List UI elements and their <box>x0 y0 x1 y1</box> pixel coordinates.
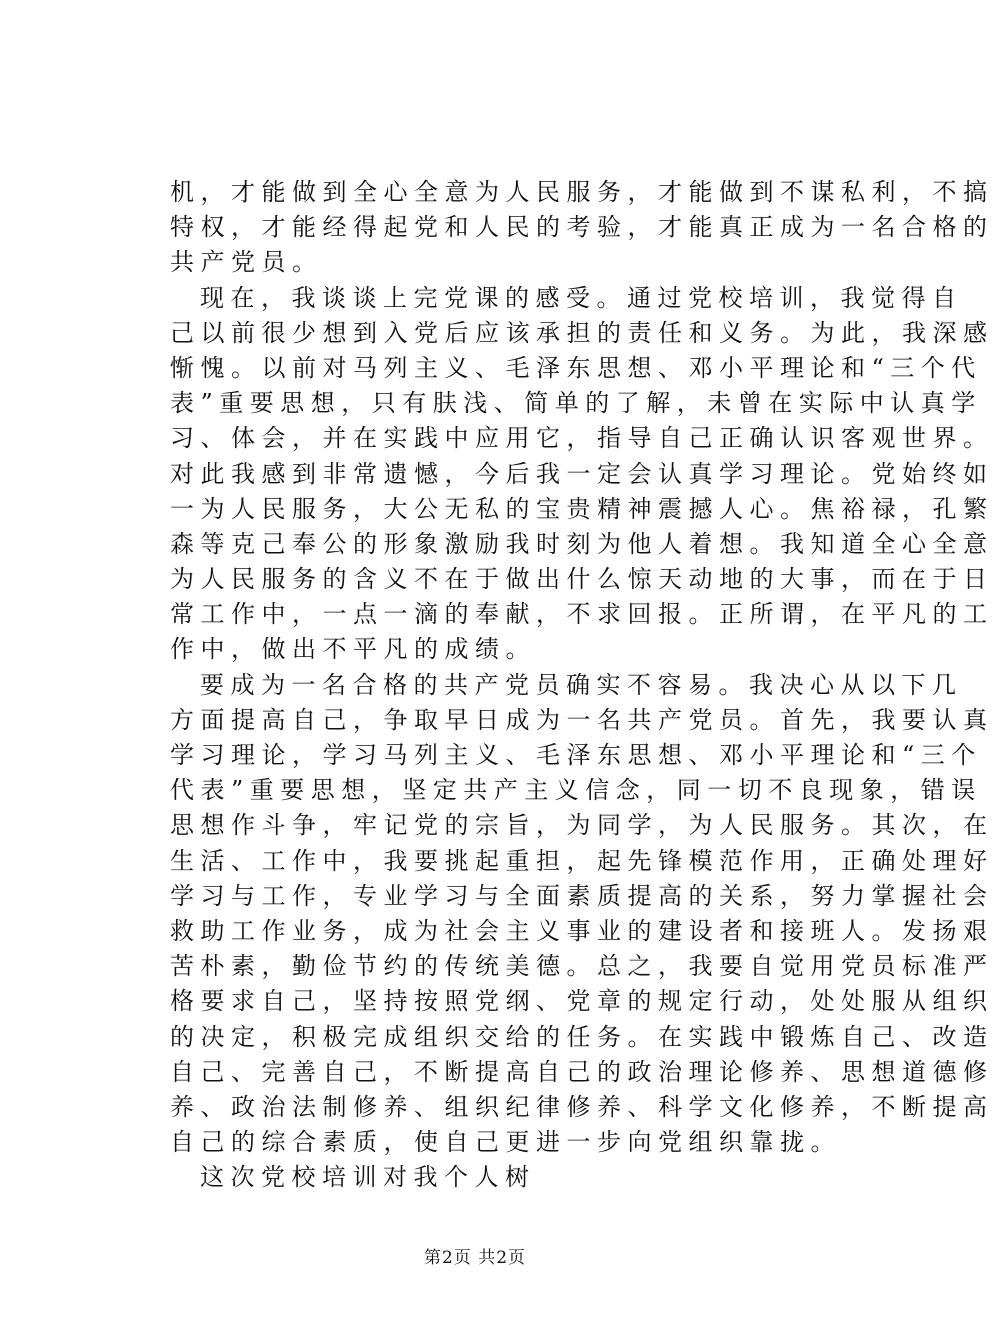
text-line: 现在，我谈谈上完党课的感受。通过党校培训，我觉得自 <box>200 283 963 312</box>
text-line: 常工作中，一点一滴的奉献，不求回报。正所谓，在平凡的工 <box>170 600 994 629</box>
text-line: 己以前很少想到入党后应该承担的责任和义务。为此，我深感 <box>170 318 994 347</box>
text-line: 学习与工作，专业学习与全面素质提高的关系，努力掌握社会 <box>170 881 994 910</box>
text-line: 生活、工作中，我要挑起重担，起先锋模范作用，正确处理好 <box>170 846 994 875</box>
text-line: 思想作斗争，牢记党的宗旨，为同学，为人民服务。其次，在 <box>170 811 994 840</box>
text-line: 表”重要思想，只有肤浅、简单的了解，未曾在实际中认真学 <box>170 389 982 418</box>
text-line: 自己、完善自己，不断提高自己的政治理论修养、思想道德修 <box>170 1057 994 1086</box>
page-footer: 第2页 共2页 <box>423 1248 527 1268</box>
text-line: 共产党员。 <box>170 248 323 277</box>
text-line: 代表”重要思想，坚定共产主义信念，同一切不良现象，错误 <box>170 776 982 805</box>
text-line: 对此我感到非常遗憾，今后我一定会认真学习理论。党始终如 <box>170 459 994 488</box>
document-body <box>170 175 994 1195</box>
text-line: 自己的综合素质，使自己更进一步向党组织靠拢。 <box>170 1128 841 1157</box>
text-line: 惭愧。以前对马列主义、毛泽东思想、邓小平理论和“三个代 <box>170 353 982 382</box>
text-line: 一为人民服务，大公无私的宝贵精神震撼人心。焦裕禄，孔繁 <box>170 494 994 523</box>
text-line: 要成为一名合格的共产党员确实不容易。我决心从以下几 <box>200 670 963 699</box>
text-line: 为人民服务的含义不在于做出什么惊天动地的大事，而在于日 <box>170 565 994 594</box>
text-line: 作中，做出不平凡的成绩。 <box>170 635 536 664</box>
text-line: 机，才能做到全心全意为人民服务，才能做到不谋私利，不搞 <box>170 178 994 206</box>
text-line: 的决定，积极完成组织交给的任务。在实践中锻炼自己、改造 <box>170 1022 994 1051</box>
text-line: 方面提高自己，争取早日成为一名共产党员。首先，我要认真 <box>170 705 994 734</box>
text-line: 这次党校培训对我个人树 <box>200 1163 536 1192</box>
text-line: 特权，才能经得起党和人民的考验，才能真正成为一名合格的 <box>170 213 994 242</box>
text-line: 格要求自己，坚持按照党纲、党章的规定行动，处处服从组织 <box>170 987 994 1016</box>
text-line: 救助工作业务，成为社会主义事业的建设者和接班人。发扬艰 <box>170 916 994 945</box>
text-line: 养、政治法制修养、组织纪律修养、科学文化修养，不断提高 <box>170 1092 994 1121</box>
text-line: 习、体会，并在实践中应用它，指导自己正确认识客观世界。 <box>170 424 994 453</box>
text-line: 森等克己奉公的形象激励我时刻为他人着想。我知道全心全意 <box>170 529 994 558</box>
text-line: 学习理论，学习马列主义、毛泽东思想、邓小平理论和“三个 <box>170 741 982 769</box>
text-line: 苦朴素，勤俭节约的传统美德。总之，我要自觉用党员标准严 <box>170 952 994 981</box>
